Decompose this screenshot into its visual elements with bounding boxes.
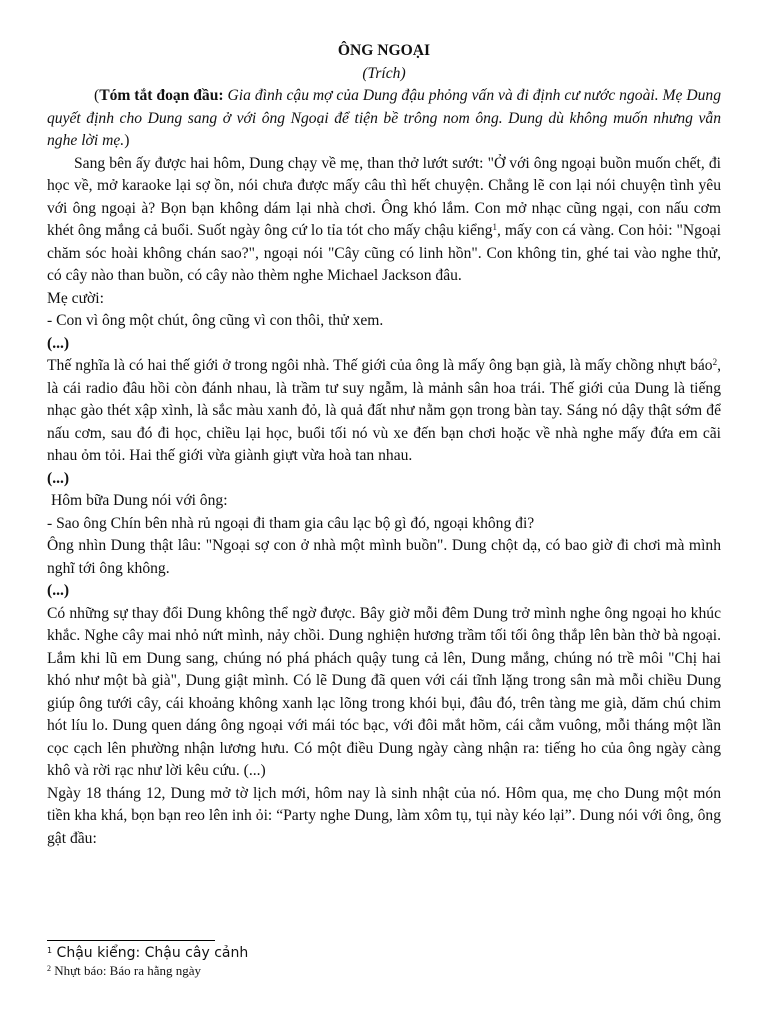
paragraph-text: , là cái radio đâu hồi còn đánh nhau, là trầm tư suy ngẫm, là mảnh sân hoa trái. Thế giới của Dung là tiếng nhạc gào thét xập xình, là sắc màu xanh đỏ, là quả đất như nằm gọn trong bàn tay. Sáng nó dậy thật sớm để nấu cơm, sau đó đi học, chiều lại học, buổi tối nó vù xe đến bạn chơi hoặc về nhà nghe mấy đứa em cãi nhau ỏm tỏi. Hai thế giới vừa giành giựt vừa hoà tan nhau. bbox=[47, 357, 721, 464]
paragraph-text: Sang bên ấy được hai hôm, Dung chạy về mẹ, than thở lướt sướt: "Ở với ông ngoại buồn muốn chết, đi học về, mở karaoke lại sợ ồn, nói chưa được mấy câu thì hết chuyện. Chẳng lẽ con lại nói chuyện tình yêu với ông ngoại à? Bọn bạn không dám lại nhà chơi. Ông khó lắm. Con mở nhạc cũng ngại, con nấu cơm khét ông mắng cả buổi. Suốt ngày ông cứ lo tỉa tót cho mấy chậu kiểng bbox=[47, 154, 721, 239]
paragraph: Ông nhìn Dung thật lâu: "Ngoại sợ con ở nhà một mình buồn". Dung chột dạ, có bao giờ đi chơi mà mình nghĩ tới ông không. bbox=[47, 537, 721, 577]
page-title: ÔNG NGOẠI bbox=[337, 42, 431, 59]
summary-label: Tóm tắt đoạn đầu: bbox=[99, 87, 224, 104]
ellipsis-marker: (...) bbox=[47, 334, 70, 352]
summary-paragraph bbox=[47, 85, 721, 153]
ellipsis-marker: (...) bbox=[47, 469, 70, 487]
footnote-ref: 2 bbox=[712, 357, 718, 367]
footnote-2 bbox=[47, 963, 201, 979]
subtitle: (Trích) bbox=[362, 64, 406, 82]
summary-open: ( bbox=[94, 87, 100, 104]
footnote-1 bbox=[47, 945, 248, 961]
paragraph: Hôm bữa Dung nói với ông: bbox=[51, 492, 228, 509]
paragraph-text: , mấy con cá vàng. Con hỏi: "Ngoại chăm sóc hoài không chán sao?", ngoại nói "Cây cũng có linh hồn". Con không tin, ghé tai vào nghe thử, có cây nào than buồn, có cây nào thèm nghe Michael Jackson đâu. bbox=[47, 222, 721, 284]
paragraph bbox=[47, 153, 721, 288]
paragraph bbox=[47, 355, 721, 468]
paragraph-text: Thế nghĩa là có hai thế giới ở trong ngôi nhà. Thế giới của ông là mấy ông bạn già, là mấy chồng nhựt báo bbox=[47, 357, 713, 374]
paragraph: Ngày 18 tháng 12, Dung mở tờ lịch mới, hôm nay là sinh nhật của nó. Hôm qua, mẹ cho Dung một món tiền kha khá, bọn bạn reo lên inh ỏi: “Party nghe Dung, làm xôm tụ, tụi này kéo lại”. Dung nói với ông, ông gật đầu: bbox=[47, 784, 721, 847]
document-body bbox=[47, 40, 721, 850]
summary-text: Gia đình cậu mợ của Dung đậu phỏng vấn và đi định cư nước ngoài. Mẹ Dung quyết định cho Dung sang ở với ông Ngoại để tiện bề trông nom ông. Dung dù không muốn nhưng vẫn nghe lời mẹ. bbox=[47, 87, 721, 149]
footnote-mark: 2 bbox=[47, 964, 51, 973]
paragraph: Có những sự thay đổi Dung không thể ngờ được. Bây giờ mỗi đêm Dung trở mình nghe ông ngoại ho khúc khắc. Nghe cây mai nhỏ nứt mình, nảy chồi. Dung nghiện hương trầm tối tối ông thắp lên bàn thờ bà ngoại. Lắm khi lũ em Dung sang, chúng nó phá phách quậy tung cả lên, Dung mắng, chúng nó trề môi "Chị hai khó như một bà già", Dung giật mình. Có lẽ Dung đã quen với cái tĩnh lặng trong sân mà mỗi chiều Dung giúp ông tưới cây, cái khoảng không xanh lạc lõng trong khói bụi, đâu đó, trên tàng me già, dăm chú chim hót líu lo. Dung quen dáng ông ngoại với mái tóc bạc, với đôi mắt hõm, cái cằm vuông, mỗi tháng một lần cọc cạch lên phường nhận lương hưu. Có một điều Dung ngày càng nhận ra: tiếng ho của ông ngày càng khô và rời rạc như lời kêu cứu. (...) bbox=[47, 604, 721, 779]
ellipsis-marker: (...) bbox=[47, 582, 70, 599]
paragraph: Mẹ cười: bbox=[47, 289, 104, 307]
summary-close: ) bbox=[124, 132, 130, 149]
footnote-ref: 1 bbox=[492, 222, 498, 232]
footnote-divider bbox=[47, 940, 215, 941]
footnote-text: Chậu kiểng: Chậu cây cảnh bbox=[52, 945, 249, 961]
footnote-mark: 1 bbox=[47, 946, 53, 955]
dialogue-line: - Sao ông Chín bên nhà rủ ngoại đi tham gia câu lạc bộ gì đó, ngoại không đi? bbox=[47, 514, 535, 532]
footnote-text: Nhựt báo: Báo ra hằng ngày bbox=[51, 963, 202, 978]
dialogue-line: - Con vì ông một chút, ông cũng vì con thôi, thử xem. bbox=[47, 312, 384, 329]
